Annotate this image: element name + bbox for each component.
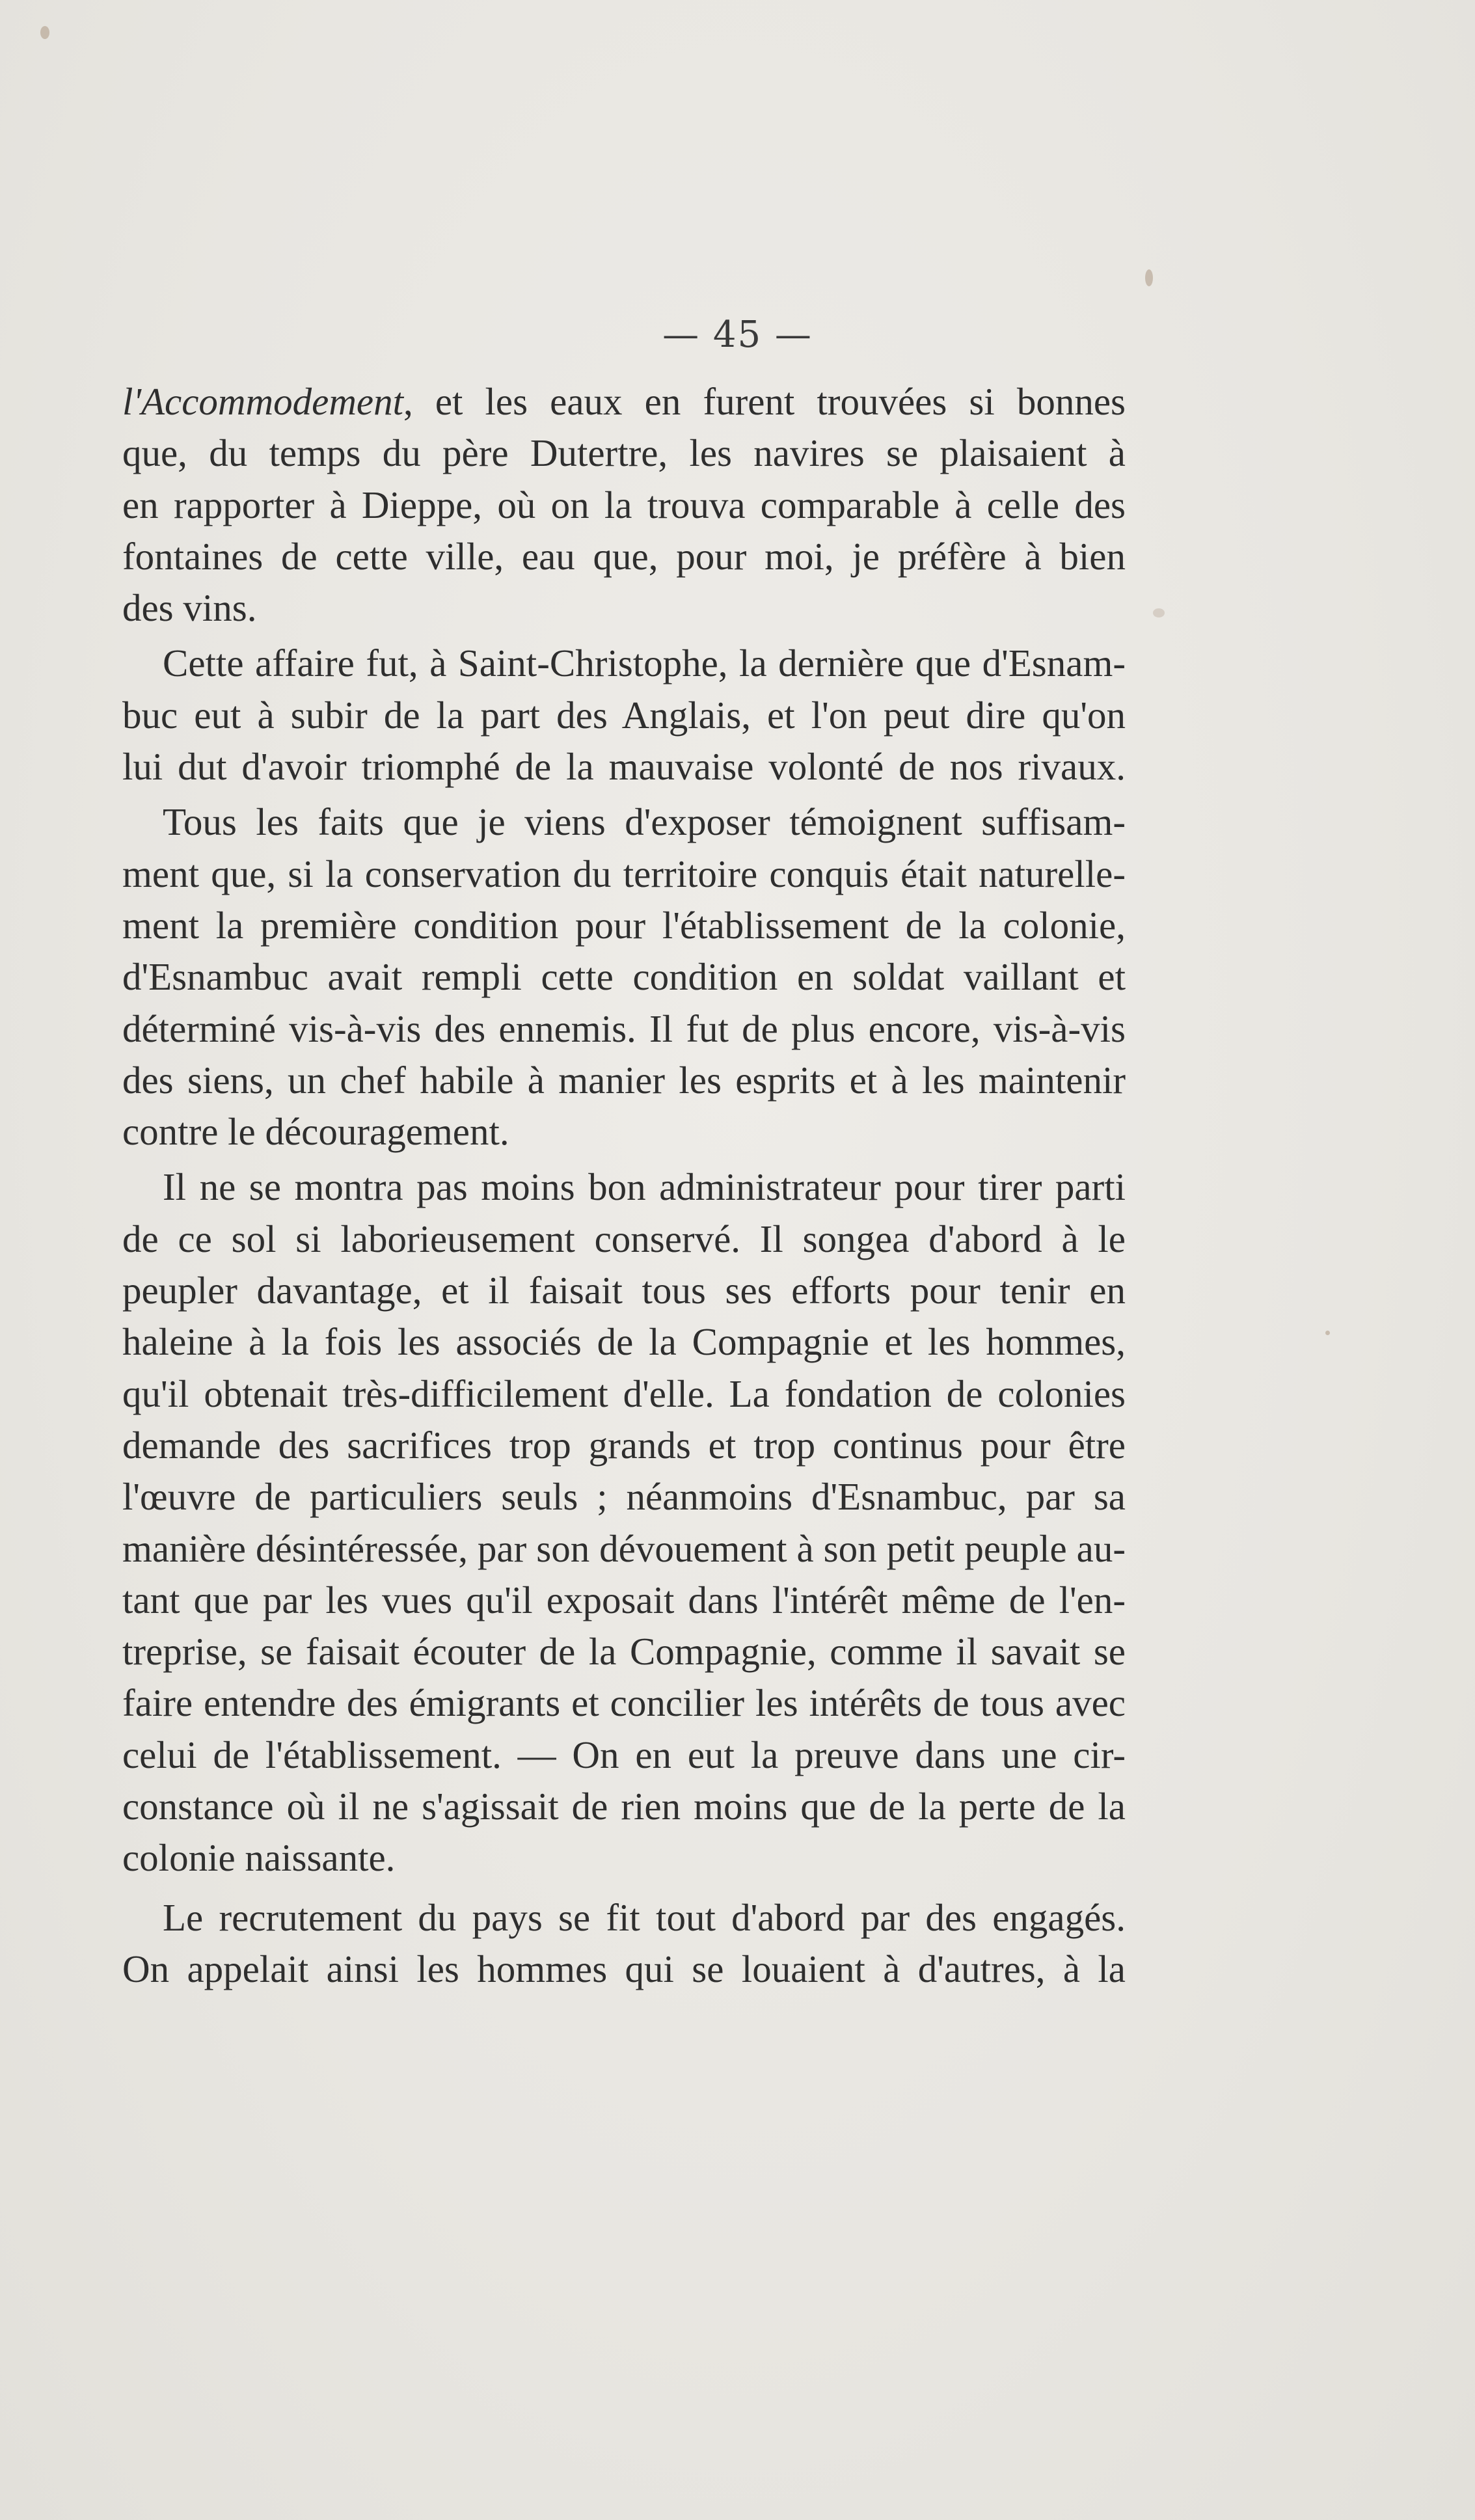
text-line: des siens, un chef habile à manier les esprits et à les maintenir <box>122 1058 1126 1102</box>
text-line: demande des sacrifices trop grands et trop continus pour être <box>122 1423 1126 1467</box>
foxing-spot <box>1325 1331 1330 1335</box>
text-line: treprise, se faisait écouter de la Compagnie, comme il savait se <box>122 1630 1126 1673</box>
text-line: lui dut d'avoir triomphé de la mauvaise volonté de nos rivaux. <box>122 745 1126 789</box>
text-line: ment que, si la conservation du territoire conquis était naturelle- <box>122 852 1126 895</box>
text-line: buc eut à subir de la part des Anglais, et l'on peut dire qu'on <box>122 693 1126 737</box>
text-line: colonie naissante. <box>122 1836 396 1880</box>
text-line: manière désintéressée, par son dévouement à son petit peuple au- <box>122 1526 1126 1570</box>
text-line: que, du temps du père Dutertre, les navires se plaisaient à <box>122 431 1126 475</box>
text-line: On appelait ainsi les hommes qui se louaient à d'autres, à la <box>122 1947 1126 1990</box>
paragraph <box>122 638 1126 793</box>
text-line: Tous les faits que je viens d'exposer témoignent suffisam- <box>163 800 1126 844</box>
text-line: fontaines de cette ville, eau que, pour moi, je préfère à bien <box>122 534 1126 578</box>
text-line: de ce sol si laborieusement conservé. Il songea d'abord à le <box>122 1217 1126 1260</box>
foxing-spot <box>40 26 49 39</box>
text-line: qu'il obtenait très-difficilement d'elle. La fondation de colonies <box>122 1372 1126 1415</box>
text-line: faire entendre des émigrants et concilier les intérêts de tous avec <box>122 1681 1126 1725</box>
text-line: Il ne se montra pas moins bon administrateur pour tirer parti <box>163 1165 1126 1209</box>
text-line: constance où il ne s'agissait de rien moins que de la perte de la <box>122 1785 1126 1828</box>
text-line: d'Esnambuc avait rempli cette condition en soldat vaillant et <box>122 955 1126 999</box>
text-line: Cette affaire fut, à Saint-Christophe, la dernière que d'Esnam- <box>163 642 1126 685</box>
text-line: des vins. <box>122 586 257 630</box>
page-number: — 45 — <box>662 314 813 356</box>
body-text <box>122 376 1126 1995</box>
text-line: tant que par les vues qu'il exposait dans l'intérêt même de l'en- <box>122 1578 1126 1621</box>
paragraph <box>122 796 1126 1158</box>
paragraph <box>122 1161 1126 1884</box>
paragraph <box>122 376 1126 634</box>
text-line: déterminé vis-à-vis des ennemis. Il fut de plus encore, vis-à-vis <box>122 1007 1126 1050</box>
text-line: peupler davantage, et il faisait tous ses efforts pour tenir en <box>122 1269 1126 1312</box>
text-line: Le recrutement du pays se fit tout d'abord par des engagés. <box>163 1895 1126 1939</box>
text-line: haleine à la fois les associés de la Compagnie et les hommes, <box>122 1320 1126 1364</box>
text-line: celui de l'établissement. — On en eut la preuve dans une cir- <box>122 1733 1126 1776</box>
foxing-spot <box>1145 269 1153 286</box>
text-line: l'Accommodement, et les eaux en furent trouvées si bonnes <box>122 380 1126 423</box>
text-line: l'œuvre de particuliers seuls ; néanmoins d'Esnambuc, par sa <box>122 1475 1126 1519</box>
text-line: ment la première condition pour l'établissement de la colonie, <box>122 903 1126 947</box>
foxing-spot <box>1153 608 1165 617</box>
text-line: en rapporter à Dieppe, où on la trouva comparable à celle des <box>122 483 1126 526</box>
paragraph <box>122 1892 1126 1996</box>
italic-word: l'Accommodement <box>122 380 404 423</box>
text-line: contre le découragement. <box>122 1110 509 1154</box>
